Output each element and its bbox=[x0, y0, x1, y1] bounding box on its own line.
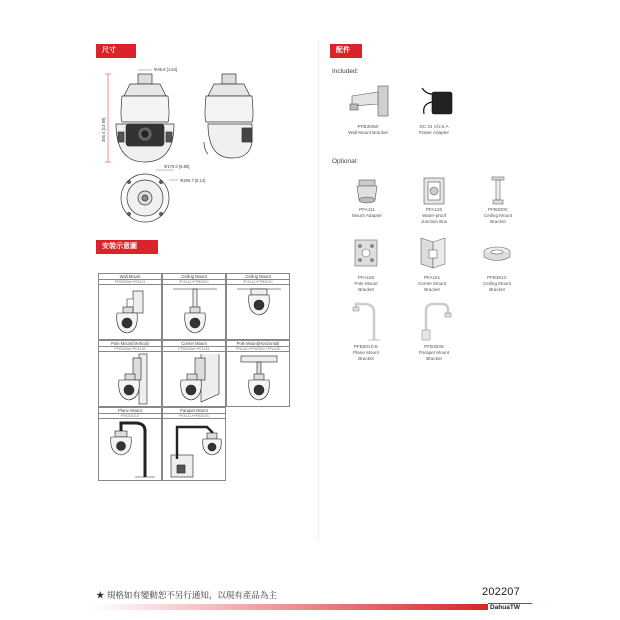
mount-models: PFB305W+PFA151 bbox=[162, 347, 226, 352]
wall-mount-illustration bbox=[98, 285, 162, 340]
mount-models: PFB301S-E bbox=[98, 414, 162, 419]
accessory-code: PFB303S bbox=[424, 344, 444, 349]
accessory-name-line2: Bracket bbox=[358, 356, 374, 361]
accessory-name: Ceiling Mount bbox=[483, 213, 513, 218]
power-adapter-icon bbox=[420, 84, 454, 120]
optional-caption bbox=[329, 207, 405, 219]
mount-title: Ceiling Mount bbox=[226, 273, 290, 280]
accessory-name-line2: Bracket bbox=[490, 219, 506, 224]
mount-adapter-icon bbox=[353, 178, 381, 206]
accessory-code: PFB305W bbox=[357, 124, 379, 129]
dim-mid-label: Φ175.0 [6.89] bbox=[164, 164, 190, 169]
mount-models: PFA111+PFB300C bbox=[162, 280, 226, 285]
accessory-name: Wall Mount Bracket bbox=[348, 130, 388, 135]
accessory-code: PFB301S-E bbox=[353, 344, 379, 349]
mount-title: Corner Mount bbox=[162, 340, 226, 347]
corner-mount-icon bbox=[418, 236, 448, 270]
junction-box-icon bbox=[420, 176, 448, 206]
camera-front-view bbox=[116, 74, 174, 162]
ceiling-mount-icon bbox=[488, 176, 508, 206]
mount-models: PFA111+PFB301C bbox=[226, 280, 290, 285]
optional-label: Optional: bbox=[332, 158, 359, 165]
footer-note: ★ 規格如有變動恕不另行通知，以現有產品為主 bbox=[96, 590, 277, 600]
accessory-code: PFA150 bbox=[357, 275, 375, 280]
section-tag-installation: 安裝示意圖 bbox=[96, 240, 158, 254]
accessory-name: Parapet Mount bbox=[418, 350, 450, 355]
footer-accent-bar bbox=[92, 604, 488, 610]
optional-caption bbox=[328, 344, 404, 362]
mount-models: PFB305W+PFA111 bbox=[98, 280, 162, 285]
installation-grid bbox=[98, 273, 290, 481]
accessory-name: Mount Adapter bbox=[352, 213, 382, 218]
accessory-name-line2: Bracket bbox=[489, 287, 505, 292]
accessory-name-line2: Junction Box bbox=[420, 219, 448, 224]
pole-mount-icon bbox=[352, 238, 380, 268]
plane-mount-icon bbox=[350, 300, 384, 342]
ceiling-mount-round-illustration bbox=[226, 285, 290, 340]
mount-title: Plane Mount bbox=[98, 407, 162, 414]
accessory-name-line2: Bracket bbox=[424, 287, 440, 292]
optional-caption bbox=[459, 275, 535, 293]
dimension-drawing bbox=[96, 62, 296, 232]
included-caption bbox=[396, 124, 472, 136]
accessory-name-line2: Bracket bbox=[358, 287, 374, 292]
mount-title: Pole Mount(Vertical) bbox=[98, 340, 162, 347]
column-divider bbox=[318, 40, 319, 540]
camera-bottom-view bbox=[121, 174, 178, 222]
accessory-name: Corner Mount bbox=[417, 281, 447, 286]
ceiling-mount-round-icon bbox=[482, 244, 512, 264]
section-tag-dimensions: 尺寸 bbox=[96, 44, 136, 58]
mount-title: Ceiling Mount bbox=[162, 273, 226, 280]
parapet-mount-illustration bbox=[162, 419, 226, 481]
dim-base-label: Φ206.7 [8.14] bbox=[180, 178, 206, 183]
accessory-code: PFA120 bbox=[425, 207, 443, 212]
section-tag-accessories: 配件 bbox=[330, 44, 362, 58]
accessory-code: DC 24 V/2.5 A bbox=[419, 124, 449, 129]
dim-top-label: Φ46.8 [1.84] bbox=[154, 67, 178, 72]
mount-models: PFA111+PFB303S bbox=[162, 414, 226, 419]
mount-models: PFB305W+PFA150 bbox=[98, 347, 162, 352]
parapet-mount-icon bbox=[420, 300, 454, 342]
accessory-name-line2: Bracket bbox=[426, 356, 442, 361]
accessory-name: Plane Mount bbox=[353, 350, 379, 355]
mount-models: PFA111+PFB300C+PFA150 bbox=[226, 347, 290, 352]
optional-caption bbox=[396, 344, 472, 362]
wall-mount-bracket-icon bbox=[344, 84, 392, 120]
pole-mount-vertical-illustration bbox=[98, 352, 162, 407]
accessory-name: Water-proof bbox=[421, 213, 447, 218]
mount-title: Wall Mount bbox=[98, 273, 162, 280]
ceiling-mount-illustration bbox=[162, 285, 226, 340]
optional-caption bbox=[460, 207, 536, 225]
accessory-name: Ceiling Mount bbox=[482, 281, 512, 286]
footer-year: 202207 bbox=[482, 586, 520, 598]
pole-mount-horizontal-illustration bbox=[226, 352, 290, 407]
footer-brand: DahuaTW bbox=[490, 604, 520, 611]
optional-caption bbox=[328, 275, 404, 293]
accessory-name: Pole Mount bbox=[354, 281, 378, 286]
accessory-code: PFB300C bbox=[488, 207, 508, 212]
mount-title: Pole Mount(Horizontal) bbox=[226, 340, 290, 347]
accessory-code: PFA151 bbox=[423, 275, 441, 280]
accessory-code: PFA111 bbox=[359, 207, 375, 212]
included-caption bbox=[330, 124, 406, 136]
dim-height-label: 355.4 [13.99] bbox=[101, 117, 106, 142]
included-label: Included: bbox=[332, 68, 359, 75]
camera-side-view bbox=[204, 74, 253, 158]
mount-title: Parapet Mount bbox=[162, 407, 226, 414]
accessory-code: PFB301C bbox=[487, 275, 507, 280]
corner-mount-illustration bbox=[162, 352, 226, 407]
accessory-name: Power Adapter bbox=[418, 130, 450, 135]
plane-mount-illustration bbox=[98, 419, 162, 481]
